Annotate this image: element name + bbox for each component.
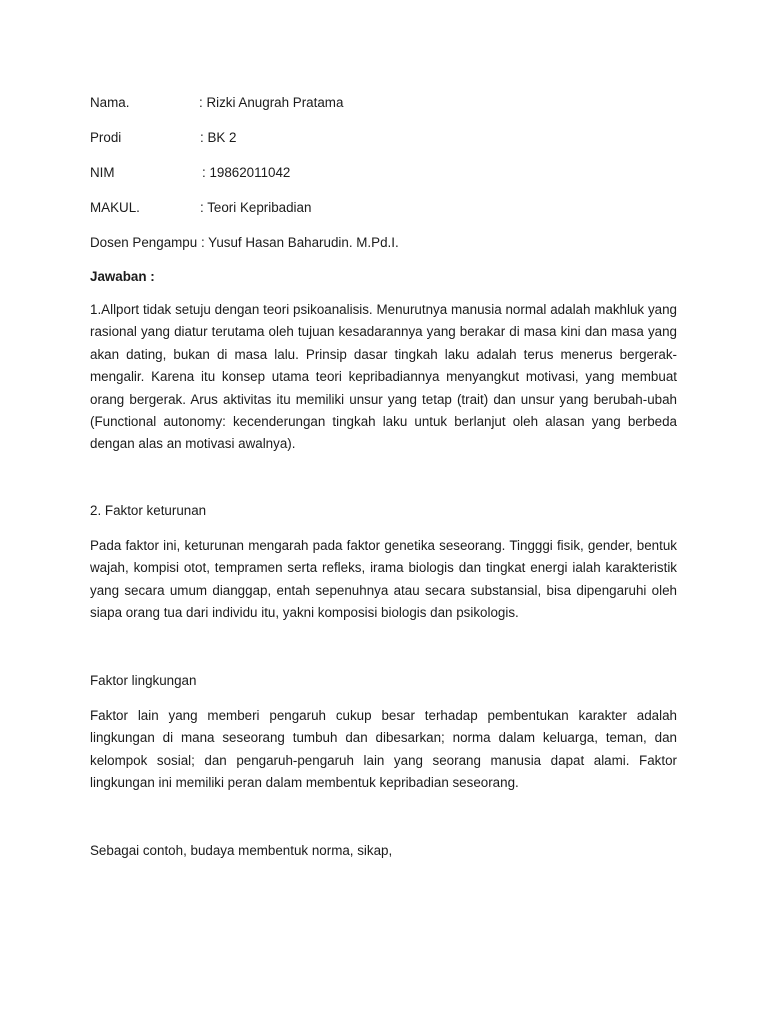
- prodi-value: : BK 2: [200, 130, 237, 145]
- makul-label: MAKUL.: [90, 200, 140, 215]
- nama-value: : Rizki Anugrah Pratama: [199, 95, 344, 110]
- nim-label: NIM: [90, 165, 115, 180]
- makul-row: [90, 200, 312, 216]
- section-2-heading: 2. Faktor keturunan: [90, 503, 207, 518]
- jawaban-heading: Jawaban :: [90, 269, 155, 284]
- section-2-paragraph: Pada faktor ini, keturunan mengarah pada faktor genetika seseorang. Tingggi fisik, gender, bentuk wajah, kompisi otot, tempramen serta refleks, irama biologis dan tingkat energi ialah karakteristik yang secara umum dianggap, entah sepenuhnya atau secara substansial, bisa dipengaruhi oleh siapa orang tua dari individu itu, yakni komposisi biologis dan psikologis.: [90, 538, 677, 621]
- dosen-value: : Yusuf Hasan Baharudin. M.Pd.I.: [200, 235, 399, 250]
- dosen-label: Dosen Pengampu: [90, 235, 198, 250]
- answer-1-paragraph: 1.Allport tidak setuju dengan teori psikoanalisis. Menurutnya manusia normal adalah makhluk yang rasional yang diatur terutama oleh tujuan kesadarannya yang berakar di masa kini dan masa yang akan dating, bukan di masa lalu. Prinsip dasar tingkah laku adalah terus menerus bergerak-mengalir. Karena itu konsep utama teori kepribadiannya menyangkut motivasi, yang membuat orang bergerak. Arus aktivitas itu memiliki unsur yang tetap (trait) dan unsur yang berubah-ubah (Functional autonomy: kecenderungan tingkah laku untuk berlanjut oleh alasan yang berbeda dengan alas an motivasi awalnya).: [90, 302, 677, 452]
- dosen-row: [90, 235, 399, 251]
- nim-row: [90, 165, 291, 181]
- nim-value: : 19862011042: [202, 165, 291, 180]
- makul-value: : Teori Kepribadian: [200, 200, 312, 215]
- nama-label: Nama.: [90, 95, 130, 110]
- section-3-paragraph: Faktor lain yang memberi pengaruh cukup besar terhadap pembentukan karakter adalah lingkungan di mana seseorang tumbuh dan dibesarkan; norma dalam keluarga, teman, dan kelompok sosial; dan pengaruh-pengaruh lain yang seorang manusia dapat alami. Faktor lingkungan ini memiliki peran dalam membentuk kepribadian seseorang.: [90, 708, 677, 791]
- prodi-label: Prodi: [90, 130, 122, 145]
- section-3-heading: Faktor lingkungan: [90, 673, 197, 688]
- prodi-row: [90, 130, 237, 146]
- nama-row: [90, 95, 344, 111]
- closing-line: Sebagai contoh, budaya membentuk norma, sikap,: [90, 843, 393, 858]
